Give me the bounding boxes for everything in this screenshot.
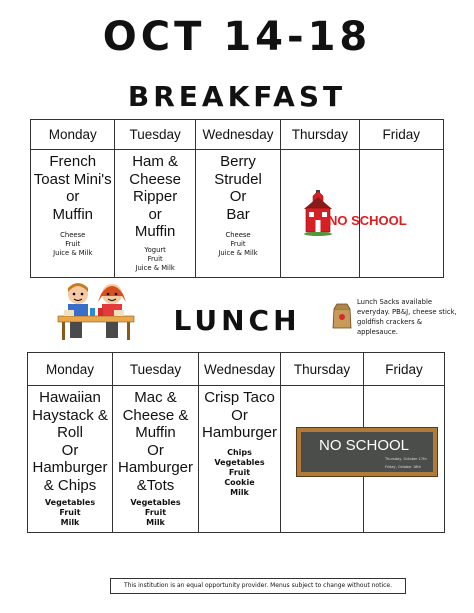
menu-line: Bar (226, 205, 250, 223)
side-line: Fruit (59, 508, 81, 517)
lunch-sack-icon (331, 303, 353, 329)
menu-line: Ham & (132, 153, 179, 170)
footer-disclaimer: This institution is an equal opportunity provider. Menus subject to change without notice. (110, 578, 406, 594)
side-line: Fruit (230, 240, 246, 248)
menu-sides (196, 231, 281, 258)
kids-lunch-clipart (56, 280, 136, 342)
side-line: Yogurt (144, 245, 166, 254)
menu-sides (115, 246, 194, 273)
day-header-tuesday: Tuesday (113, 353, 199, 386)
breakfast-heading: BREAKFAST (127, 80, 347, 113)
menu-line: &Tots (136, 476, 175, 494)
day-header-wednesday: Wednesday (199, 353, 281, 386)
side-line: Cheese (225, 231, 251, 239)
lunch-sacks-note: Lunch Sacks available everyday. PB&J, cheese stick, goldfish crackers & applesauce. (357, 298, 457, 336)
menu-main (115, 153, 194, 241)
menu-main (199, 389, 280, 442)
day-header-friday: Friday (364, 353, 445, 386)
menu-line: Muffin (52, 205, 94, 223)
menu-line: Or (147, 441, 164, 459)
menu-line: Mac & (134, 389, 177, 406)
breakfast-wednesday-cell (195, 150, 281, 278)
menu-line: Berry (220, 153, 256, 170)
menu-line: Muffin (135, 424, 176, 441)
menu-main (31, 153, 114, 223)
chalkboard-surface (301, 432, 433, 472)
menu-sides (199, 448, 280, 498)
side-line: Vegetables (214, 457, 265, 467)
menu-line: Hamburger (117, 459, 194, 476)
lunch-header-row (28, 353, 445, 386)
side-line: Fruit (228, 467, 251, 477)
breakfast-monday-cell (31, 150, 115, 278)
side-line: Cookie (224, 477, 255, 487)
menu-line: Or (231, 406, 248, 424)
day-header-thursday: Thursday (281, 120, 359, 150)
side-line: Milk (230, 487, 249, 497)
chalkboard-date-line: Friday, October 18th (385, 465, 421, 469)
menu-line: Strudel (214, 170, 262, 188)
menu-line: Crisp Taco (204, 389, 275, 406)
menu-line: Ripper (133, 188, 178, 205)
side-line: Juice & Milk (53, 249, 93, 257)
day-header-monday: Monday (31, 120, 115, 150)
menu-line: Hamburger (32, 459, 108, 476)
menu-line: or (66, 188, 80, 205)
page-title: OCT 14-18 (102, 14, 372, 60)
side-line: Milk (146, 518, 165, 527)
lunch-wednesday-cell (199, 386, 281, 533)
menu-line: Toast Mini's (33, 170, 112, 188)
no-school-chalkboard (296, 427, 438, 477)
side-line: Chips (227, 447, 252, 457)
side-line: Vegetables (130, 498, 181, 507)
menu-line: Hawaiian (39, 389, 101, 406)
menu-main (28, 389, 112, 494)
menu-line: French (49, 153, 97, 170)
menu-line: Or (61, 441, 79, 459)
menu-line: Roll (57, 424, 83, 441)
breakfast-tuesday-cell (115, 150, 195, 278)
side-line: Fruit (144, 508, 167, 517)
menu-line: & Chips (43, 476, 97, 494)
menu-line: Hamburger (201, 424, 278, 441)
menu-line: Cheese (129, 170, 181, 188)
side-line: Juice & Milk (218, 249, 258, 257)
side-line: Fruit (65, 240, 81, 248)
side-line: Fruit (147, 254, 163, 263)
menu-line: or (148, 205, 162, 223)
chalkboard-title: NO SCHOOL (319, 437, 410, 454)
side-line: Milk (60, 518, 80, 527)
side-line: Vegetables (44, 498, 96, 507)
menu-sides (113, 498, 198, 528)
day-header-monday: Monday (28, 353, 113, 386)
menu-line: Muffin (134, 223, 176, 240)
breakfast-header-row (31, 120, 444, 150)
day-header-wednesday: Wednesday (195, 120, 281, 150)
lunch-heading: LUNCH (173, 304, 301, 337)
menu-sides (28, 498, 112, 528)
menu-main (196, 153, 281, 223)
menu-sides (31, 231, 114, 258)
day-header-thursday: Thursday (281, 353, 364, 386)
menu-line: Cheese & (122, 406, 189, 424)
menu-line: Haystack & (32, 406, 108, 424)
menu-main (113, 389, 198, 494)
day-header-tuesday: Tuesday (115, 120, 195, 150)
breakfast-no-school-text: NO SCHOOL (328, 213, 407, 228)
chalkboard-date-line: Thursday, October 17th (385, 457, 427, 461)
lunch-monday-cell (28, 386, 113, 533)
breakfast-table (30, 119, 444, 278)
day-header-friday: Friday (359, 120, 444, 150)
side-line: Cheese (60, 231, 86, 239)
side-line: Juice & Milk (135, 263, 175, 272)
menu-line: Or (229, 188, 247, 205)
lunch-tuesday-cell (113, 386, 199, 533)
